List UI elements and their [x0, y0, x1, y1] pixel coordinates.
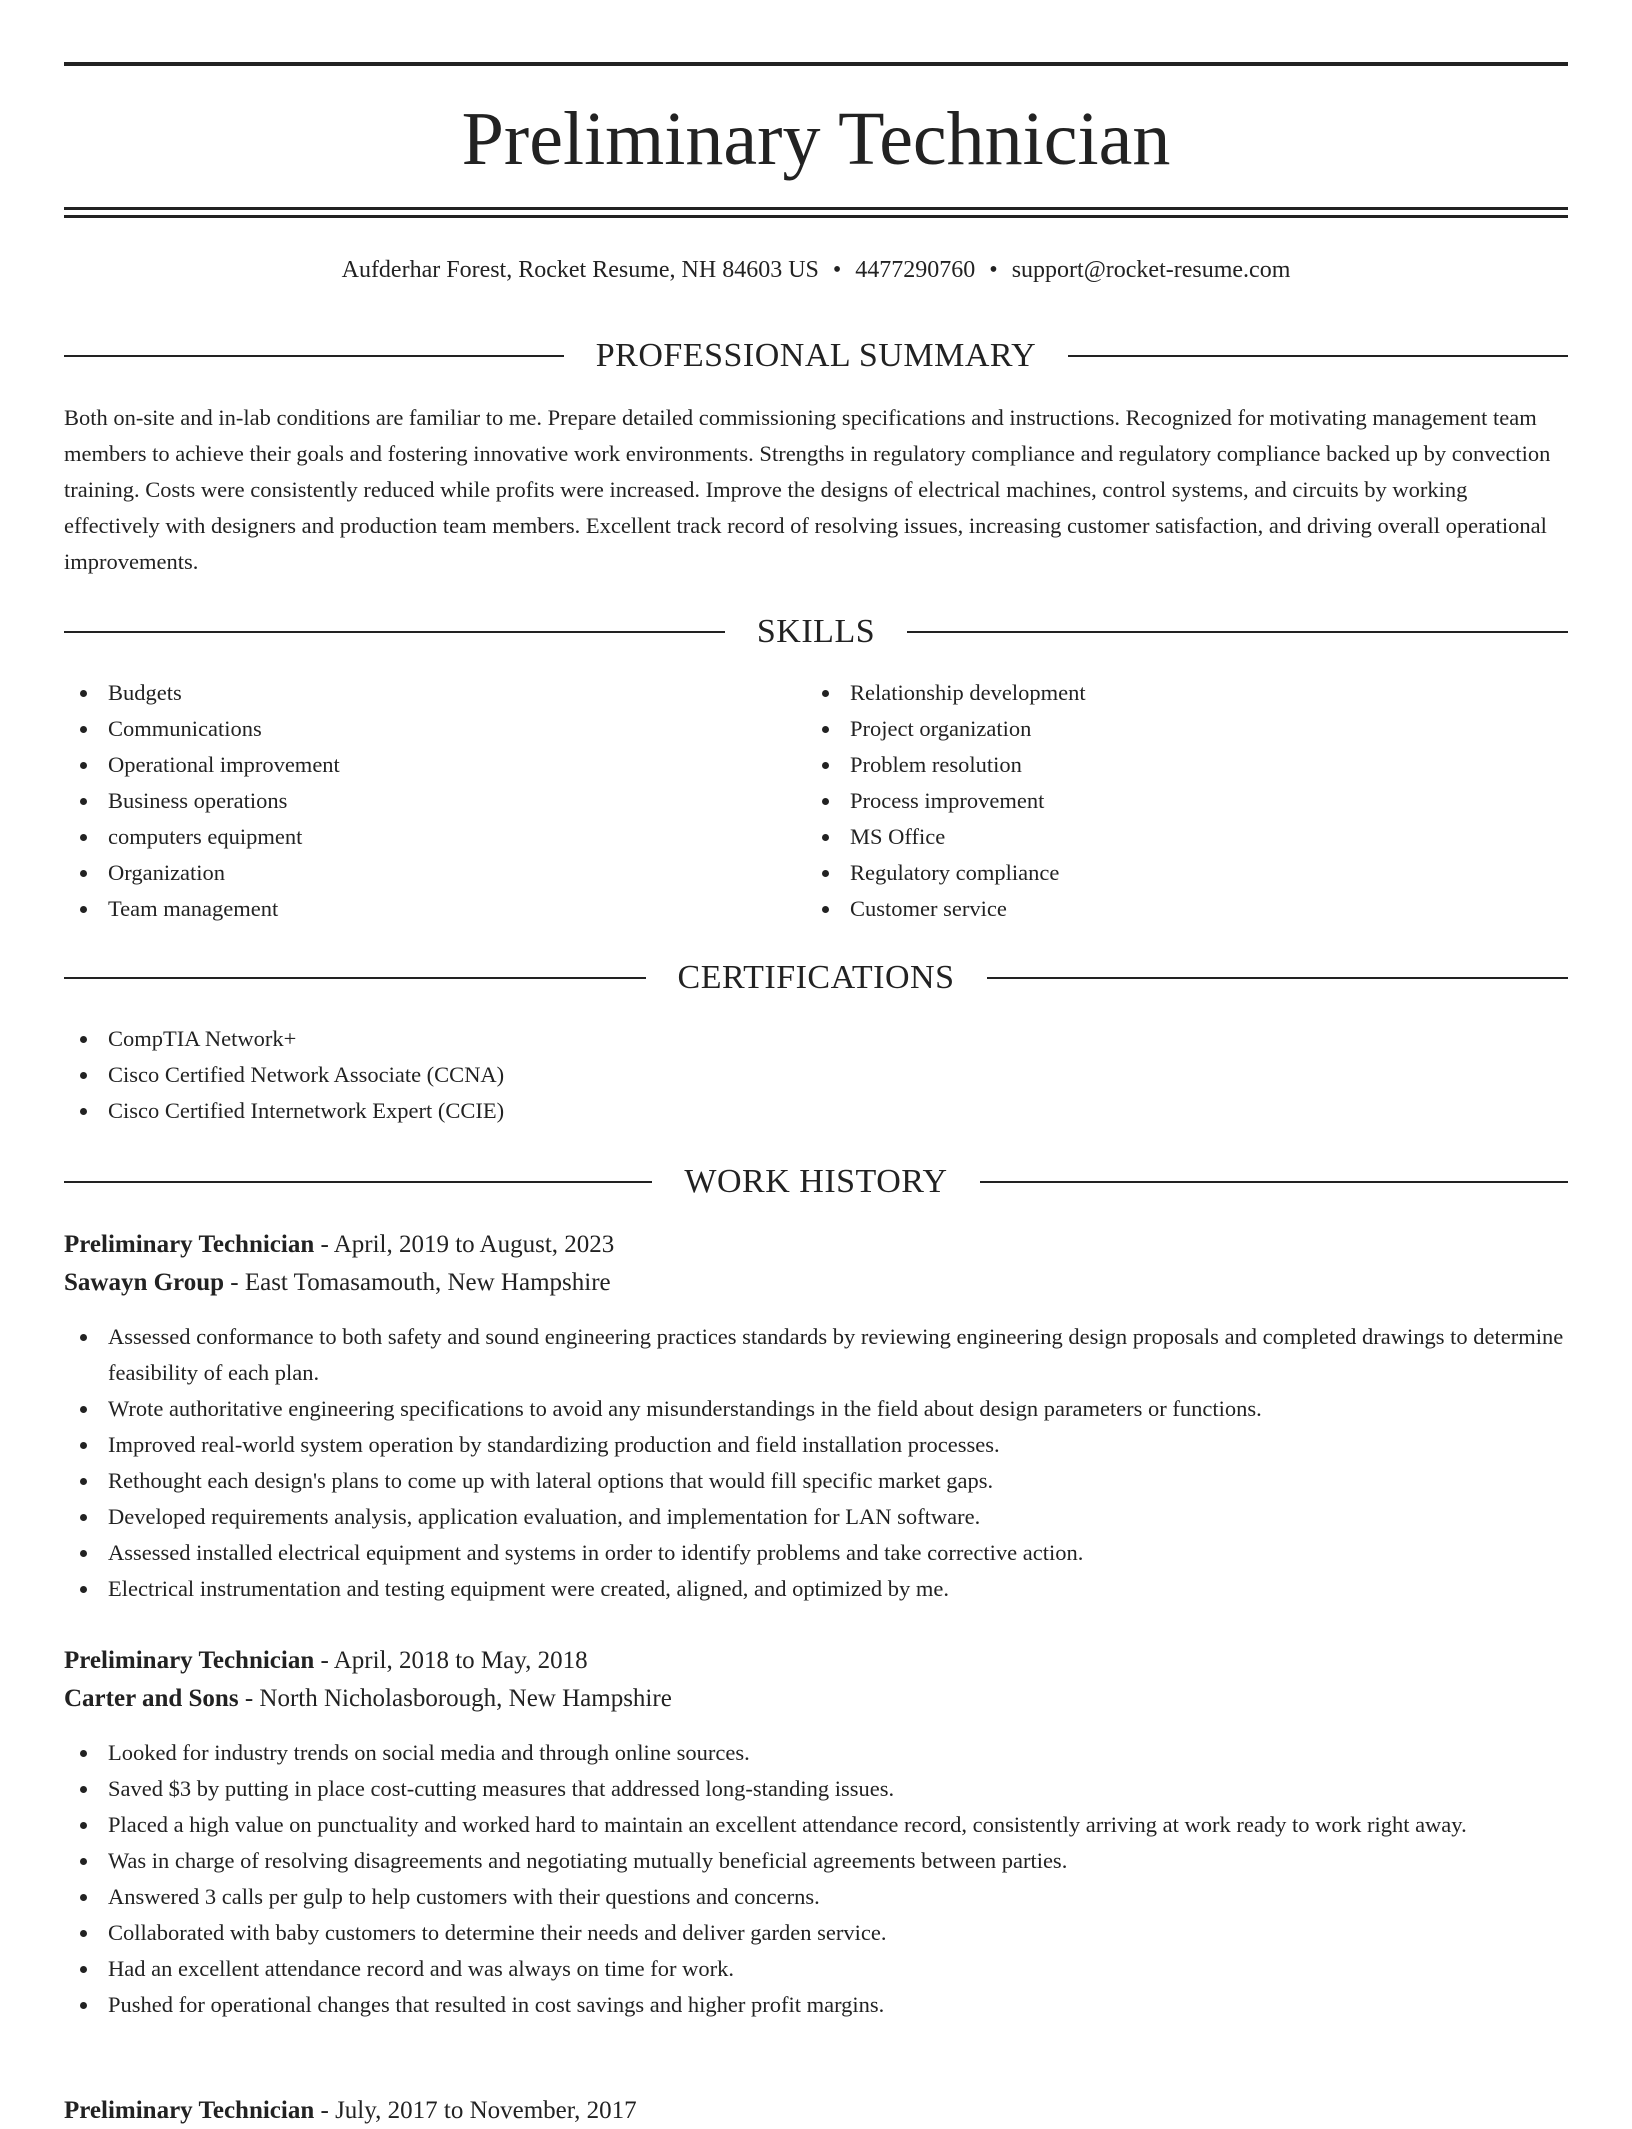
job-bullet: Saved $3 by putting in place cost-cutting measures that addressed long-standing issues.	[64, 1771, 1568, 1807]
job-title: Preliminary Technician	[64, 1231, 315, 1258]
job-bullet: Wrote authoritative engineering specifications to avoid any misunderstandings in the field about design parameters or functions.	[64, 1391, 1568, 1427]
skill-item: MS Office	[806, 819, 1506, 855]
certification-item: CompTIA Network+	[64, 1021, 1568, 1057]
job-title: Preliminary Technician	[64, 2097, 315, 2124]
skills-heading-row	[64, 612, 1568, 652]
contact-phone: 4477290760	[855, 257, 976, 283]
work-history-heading: WORK HISTORY	[684, 1163, 948, 1200]
skill-item: Problem resolution	[806, 747, 1506, 783]
job-dates: - April, 2018 to May, 2018	[314, 1647, 588, 1674]
job-bullet: Developed requirements analysis, application evaluation, and implementation for LAN software.	[64, 1499, 1568, 1535]
job-bullet-list	[64, 1735, 1568, 2023]
job-bullet: Pushed for operational changes that resulted in cost savings and higher profit margins.	[64, 1987, 1568, 2023]
candidate-name: Preliminary Technician	[461, 97, 1171, 181]
job-bullet-list	[64, 1319, 1568, 1607]
heading-rule-left	[64, 977, 646, 979]
certifications-heading: CERTIFICATIONS	[677, 959, 955, 996]
summary-heading-row	[64, 336, 1568, 376]
job-title: Preliminary Technician	[64, 1647, 315, 1674]
skill-item: Budgets	[64, 675, 764, 711]
job-bullet: Rethought each design's plans to come up with lateral options that would fill specific market gaps.	[64, 1463, 1568, 1499]
contact-separator: •	[832, 257, 842, 283]
contact-line	[64, 254, 1568, 286]
heading-rule-left	[64, 355, 564, 357]
header-double-rule-upper	[64, 207, 1568, 210]
job-bullet: Improved real-world system operation by standardizing production and field installation processes.	[64, 1427, 1568, 1463]
skill-item: computers equipment	[64, 819, 764, 855]
certifications-heading-row	[64, 958, 1568, 998]
skills-list-right	[806, 675, 1506, 927]
job-bullet: Answered 3 calls per gulp to help customers with their questions and concerns.	[64, 1879, 1568, 1915]
certifications-list	[64, 1021, 1568, 1129]
job-bullet: Placed a high value on punctuality and worked hard to maintain an excellent attendance record, consistently arriving at work ready to work right away.	[64, 1807, 1568, 1843]
heading-rule-right	[907, 631, 1568, 633]
job-company-line	[64, 1681, 1568, 1717]
summary-text: Both on-site and in-lab conditions are familiar to me. Prepare detailed commissioning specifications and instructions. Recognized for motivating management team members to achieve their goals and fostering innovative work environments. Strengths in regulatory compliance and regulatory compliance backed up by convection training. Costs were consistently reduced while profits were increased. Improve the designs of electrical machines, control systems, and circuits by working effectively with designers and production team members. Excellent track record of resolving issues, increasing customer satisfaction, and driving overall operational improvements.	[64, 405, 1551, 574]
summary-heading: PROFESSIONAL SUMMARY	[595, 337, 1037, 374]
job-dates: - April, 2019 to August, 2023	[314, 1231, 615, 1258]
job-bullet: Looked for industry trends on social media and through online sources.	[64, 1735, 1568, 1771]
skill-item: Business operations	[64, 783, 764, 819]
job-title-line	[64, 1227, 1568, 1263]
contact-address: Aufderhar Forest, Rocket Resume, NH 84603 US	[341, 257, 819, 283]
job-bullet: Collaborated with baby customers to determine their needs and deliver garden service.	[64, 1915, 1568, 1951]
skill-item: Process improvement	[806, 783, 1506, 819]
job-location: - North Nicholasborough, New Hampshire	[238, 1685, 672, 1712]
job-bullet: Had an excellent attendance record and was always on time for work.	[64, 1951, 1568, 1987]
skill-item: Team management	[64, 891, 764, 927]
skill-item: Communications	[64, 711, 764, 747]
contact-separator: •	[989, 257, 998, 283]
job-bullet: Was in charge of resolving disagreements and negotiating mutually beneficial agreements between parties.	[64, 1843, 1568, 1879]
contact-email: support@rocket-resume.com	[1011, 257, 1291, 283]
skill-item: Customer service	[806, 891, 1506, 927]
skill-item: Organization	[64, 855, 764, 891]
heading-rule-left	[64, 631, 725, 633]
certification-item: Cisco Certified Internetwork Expert (CCIE)	[64, 1093, 1568, 1129]
skill-item: Relationship development	[806, 675, 1506, 711]
header-top-rule	[64, 62, 1568, 66]
job-dates: - July, 2017 to November, 2017	[314, 2097, 637, 2124]
certification-item: Cisco Certified Network Associate (CCNA)	[64, 1057, 1568, 1093]
header-double-rule-lower	[64, 215, 1568, 218]
skill-item: Project organization	[806, 711, 1506, 747]
skills-list-left	[64, 675, 764, 927]
job-company: Sawayn Group	[64, 1269, 225, 1296]
heading-rule-right	[980, 1181, 1568, 1183]
skill-item: Operational improvement	[64, 747, 764, 783]
job-bullet: Electrical instrumentation and testing equipment were created, aligned, and optimized by me.	[64, 1571, 1568, 1607]
job-company: Carter and Sons	[64, 1685, 239, 1712]
skill-item: Regulatory compliance	[806, 855, 1506, 891]
job-title-line	[64, 2093, 1568, 2129]
heading-rule-right	[987, 977, 1569, 979]
skills-heading: SKILLS	[756, 613, 876, 650]
job-location: - East Tomasamouth, New Hampshire	[224, 1269, 611, 1296]
job-bullet: Assessed installed electrical equipment and systems in order to identify problems and take corrective action.	[64, 1535, 1568, 1571]
heading-rule-left	[64, 1181, 652, 1183]
work-history-heading-row	[64, 1162, 1568, 1202]
job-company-line	[64, 1265, 1568, 1301]
heading-rule-right	[1068, 355, 1568, 357]
job-title-line	[64, 1643, 1568, 1679]
job-bullet: Assessed conformance to both safety and sound engineering practices standards by reviewing engineering design proposals and completed drawings to determine feasibility of each plan.	[64, 1319, 1568, 1391]
